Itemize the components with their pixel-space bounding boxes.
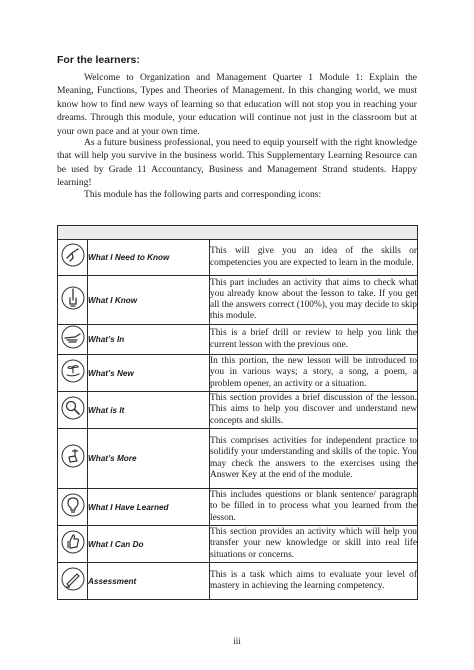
purpose-paragraph: As a future business professional, you need to equip yourself with the right knowledge that will help you survive in the business world. This Supplementary Learning Resource can be used by Grade 11 Accountancy, Business and Management Strand students. Happy learning!: [57, 137, 417, 189]
part-title: What’s More: [88, 429, 210, 489]
part-title: What’s New: [88, 355, 210, 392]
module-parts-table: [57, 225, 418, 600]
part-description: This part includes an activity that aims to check what you already know about the lesson to take. If you get all the answers correct (100%), you may decide to skip this module.: [210, 276, 418, 325]
section-heading: For the learners:: [57, 54, 140, 66]
sprout-hand-icon: [61, 359, 85, 383]
intro-paragraph: Welcome to Organization and Management Quarter 1 Module 1: Explain the Meaning, Functions, Types and Theories of Management. In this changing world, we must know how to find new ways of learning so that education will not stop you in reaching your dreams. Through this module, your education will continue not just in the classroom but at your own pace and at your own time.: [57, 72, 417, 137]
part-title: What is It: [88, 392, 210, 429]
part-title: Assessment: [88, 563, 210, 600]
lightbulb-icon: [61, 493, 85, 517]
part-title: What I Know: [88, 276, 210, 325]
hand-tool-icon: [61, 444, 85, 468]
part-title: What I Need to Know: [88, 240, 210, 276]
part-title: What I Have Learned: [88, 489, 210, 526]
pointing-hand-icon: [61, 243, 85, 267]
part-description: This is a task which aims to evaluate your level of mastery in achieving the learning competency.: [210, 563, 418, 600]
table-row: [58, 392, 418, 429]
table-row: [58, 355, 418, 392]
part-description: This comprises activities for independent practice to solidify your understanding and skills of the topic. You may check the answers to the exercises using the Answer Key at the end of the module.: [210, 429, 418, 489]
table-row: [58, 526, 418, 563]
raised-finger-icon: [61, 286, 85, 310]
part-description: This section provides an activity which will help you transfer your new knowledge or skill into real life situations or concerns.: [210, 526, 418, 563]
writing-hand-icon: [61, 567, 85, 591]
table-row: [58, 429, 418, 489]
parts-intro-paragraph: This module has the following parts and corresponding icons:: [84, 189, 322, 200]
page-number: iii: [233, 636, 241, 646]
table-row: [58, 489, 418, 526]
table-header-row: [58, 226, 418, 240]
part-description: This includes questions or blank sentence/ paragraph to be filled in to process what you learned from the lesson.: [210, 489, 418, 526]
table-row: [58, 240, 418, 276]
part-description: This will give you an idea of the skills or competencies you are expected to learn in the module.: [210, 240, 418, 276]
thumbs-up-icon: [61, 530, 85, 554]
table-row: [58, 563, 418, 600]
magnifier-icon: [61, 396, 85, 420]
part-description: This is a brief drill or review to help you link the current lesson with the previous one.: [210, 325, 418, 355]
part-title: What’s In: [88, 325, 210, 355]
part-description: In this portion, the new lesson will be introduced to you in various ways; a story, a song, a poem, a problem opener, an activity or a situation.: [210, 355, 418, 392]
table-row: [58, 325, 418, 355]
part-description: This section provides a brief discussion of the lesson. This aims to help you discover and understand new concepts and skills.: [210, 392, 418, 429]
flat-hand-icon: [61, 325, 85, 349]
table-row: [58, 276, 418, 325]
part-title: What I Can Do: [88, 526, 210, 563]
